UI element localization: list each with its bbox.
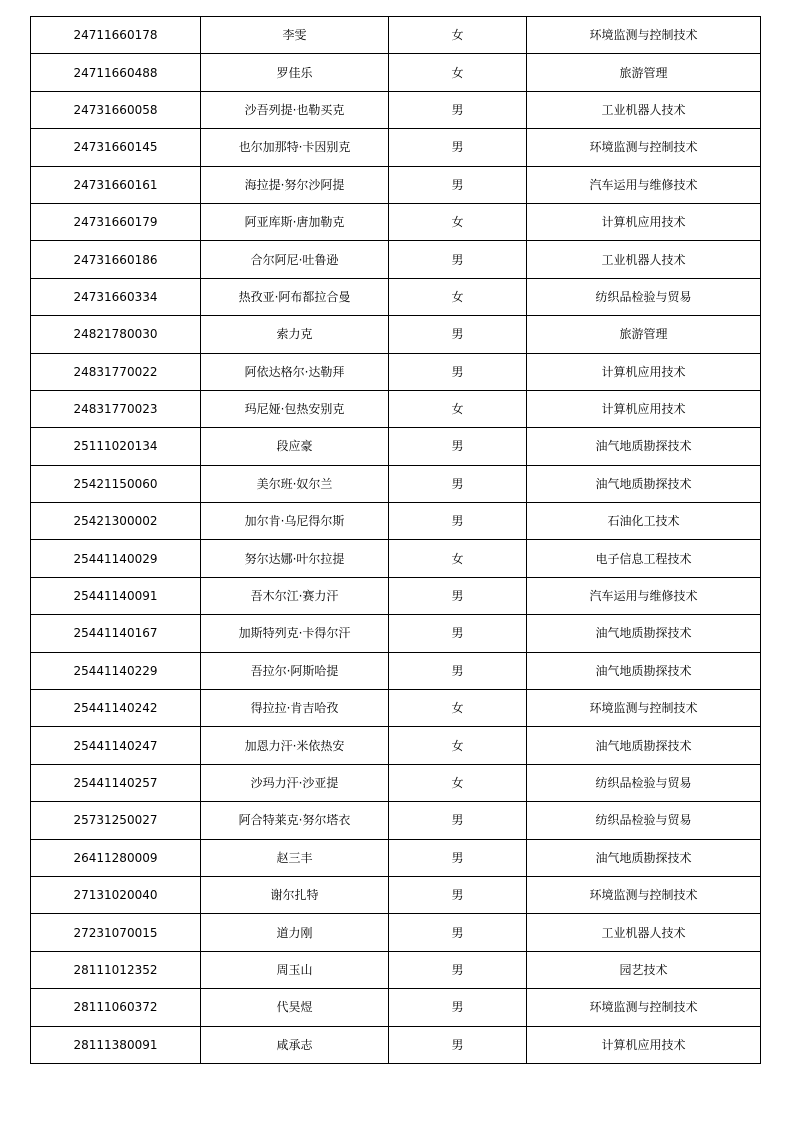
student-name-cell: 阿依达格尔·达勒拜 [201, 353, 389, 390]
gender-cell: 女 [389, 54, 527, 91]
gender-cell: 男 [389, 465, 527, 502]
student-roster-table [30, 16, 761, 1064]
student-id-cell: 24731660334 [31, 278, 201, 315]
student-name-cell: 周玉山 [201, 951, 389, 988]
table-row [31, 316, 761, 353]
student-name-cell: 热孜亚·阿布都拉合曼 [201, 278, 389, 315]
major-cell: 园艺技术 [527, 951, 761, 988]
student-id-cell: 28111060372 [31, 989, 201, 1026]
gender-cell: 女 [389, 764, 527, 801]
table-row [31, 129, 761, 166]
student-id-cell: 25441140257 [31, 764, 201, 801]
table-row [31, 989, 761, 1026]
major-cell: 计算机应用技术 [527, 203, 761, 240]
major-cell: 工业机器人技术 [527, 914, 761, 951]
gender-cell: 女 [389, 278, 527, 315]
gender-cell: 男 [389, 914, 527, 951]
table-row [31, 764, 761, 801]
major-cell: 纺织品检验与贸易 [527, 764, 761, 801]
major-cell: 环境监测与控制技术 [527, 876, 761, 913]
table-row [31, 690, 761, 727]
gender-cell: 男 [389, 1026, 527, 1063]
major-cell: 环境监测与控制技术 [527, 989, 761, 1026]
student-name-cell: 吾木尔江·赛力汗 [201, 577, 389, 614]
gender-cell: 女 [389, 540, 527, 577]
student-id-cell: 25441140247 [31, 727, 201, 764]
student-id-cell: 24711660178 [31, 17, 201, 54]
student-id-cell: 24831770022 [31, 353, 201, 390]
student-id-cell: 25441140167 [31, 615, 201, 652]
table-row [31, 390, 761, 427]
roster-body [31, 17, 761, 1064]
table-row [31, 166, 761, 203]
major-cell: 电子信息工程技术 [527, 540, 761, 577]
major-cell: 油气地质勘探技术 [527, 465, 761, 502]
gender-cell: 男 [389, 129, 527, 166]
major-cell: 计算机应用技术 [527, 390, 761, 427]
major-cell: 环境监测与控制技术 [527, 129, 761, 166]
major-cell: 油气地质勘探技术 [527, 615, 761, 652]
major-cell: 环境监测与控制技术 [527, 690, 761, 727]
table-row [31, 54, 761, 91]
student-id-cell: 28111012352 [31, 951, 201, 988]
student-name-cell: 海拉提·努尔沙阿提 [201, 166, 389, 203]
student-name-cell: 玛尼娅·包热安别克 [201, 390, 389, 427]
student-id-cell: 25441140229 [31, 652, 201, 689]
gender-cell: 男 [389, 353, 527, 390]
table-row [31, 951, 761, 988]
table-row [31, 503, 761, 540]
gender-cell: 男 [389, 951, 527, 988]
table-row [31, 278, 761, 315]
table-row [31, 727, 761, 764]
student-name-cell: 沙吾列提·也勒买克 [201, 91, 389, 128]
major-cell: 石油化工技术 [527, 503, 761, 540]
student-id-cell: 25731250027 [31, 802, 201, 839]
gender-cell: 女 [389, 390, 527, 427]
major-cell: 环境监测与控制技术 [527, 17, 761, 54]
student-name-cell: 索力克 [201, 316, 389, 353]
gender-cell: 男 [389, 577, 527, 614]
table-row [31, 914, 761, 951]
gender-cell: 男 [389, 839, 527, 876]
student-name-cell: 代昊煜 [201, 989, 389, 1026]
major-cell: 汽车运用与维修技术 [527, 577, 761, 614]
student-id-cell: 24731660145 [31, 129, 201, 166]
student-id-cell: 24731660179 [31, 203, 201, 240]
major-cell: 计算机应用技术 [527, 1026, 761, 1063]
student-id-cell: 24831770023 [31, 390, 201, 427]
student-name-cell: 段应豪 [201, 428, 389, 465]
table-row [31, 876, 761, 913]
student-id-cell: 25441140242 [31, 690, 201, 727]
gender-cell: 男 [389, 503, 527, 540]
table-row [31, 540, 761, 577]
table-row [31, 615, 761, 652]
student-id-cell: 27131020040 [31, 876, 201, 913]
student-name-cell: 罗佳乐 [201, 54, 389, 91]
major-cell: 纺织品检验与贸易 [527, 278, 761, 315]
major-cell: 汽车运用与维修技术 [527, 166, 761, 203]
gender-cell: 男 [389, 876, 527, 913]
gender-cell: 男 [389, 652, 527, 689]
student-name-cell: 谢尔扎特 [201, 876, 389, 913]
major-cell: 工业机器人技术 [527, 241, 761, 278]
major-cell: 油气地质勘探技术 [527, 652, 761, 689]
table-row [31, 353, 761, 390]
student-name-cell: 得拉拉·肯吉哈孜 [201, 690, 389, 727]
student-id-cell: 24731660186 [31, 241, 201, 278]
student-id-cell: 24731660161 [31, 166, 201, 203]
table-row [31, 1026, 761, 1063]
major-cell: 油气地质勘探技术 [527, 839, 761, 876]
gender-cell: 男 [389, 91, 527, 128]
gender-cell: 男 [389, 989, 527, 1026]
table-row [31, 203, 761, 240]
gender-cell: 男 [389, 166, 527, 203]
table-row [31, 465, 761, 502]
gender-cell: 男 [389, 428, 527, 465]
student-id-cell: 25441140091 [31, 577, 201, 614]
gender-cell: 男 [389, 241, 527, 278]
student-name-cell: 李雯 [201, 17, 389, 54]
major-cell: 纺织品检验与贸易 [527, 802, 761, 839]
gender-cell: 女 [389, 203, 527, 240]
major-cell: 旅游管理 [527, 54, 761, 91]
student-name-cell: 赵三丰 [201, 839, 389, 876]
student-name-cell: 阿合特莱克·努尔塔衣 [201, 802, 389, 839]
major-cell: 油气地质勘探技术 [527, 727, 761, 764]
student-name-cell: 加斯特列克·卡得尔汗 [201, 615, 389, 652]
student-name-cell: 合尔阿尼·吐鲁逊 [201, 241, 389, 278]
student-name-cell: 努尔达娜·叶尔拉提 [201, 540, 389, 577]
student-name-cell: 沙玛力汗·沙亚提 [201, 764, 389, 801]
student-name-cell: 咸承志 [201, 1026, 389, 1063]
student-id-cell: 24711660488 [31, 54, 201, 91]
table-row [31, 241, 761, 278]
major-cell: 旅游管理 [527, 316, 761, 353]
table-row [31, 652, 761, 689]
table-row [31, 802, 761, 839]
gender-cell: 女 [389, 17, 527, 54]
student-id-cell: 24821780030 [31, 316, 201, 353]
table-row [31, 577, 761, 614]
student-name-cell: 美尔班·奴尔兰 [201, 465, 389, 502]
gender-cell: 女 [389, 727, 527, 764]
student-name-cell: 也尔加那特·卡因别克 [201, 129, 389, 166]
student-name-cell: 加尔肯·乌尼得尔斯 [201, 503, 389, 540]
student-name-cell: 吾拉尔·阿斯哈提 [201, 652, 389, 689]
gender-cell: 男 [389, 615, 527, 652]
student-name-cell: 道力刚 [201, 914, 389, 951]
table-row [31, 839, 761, 876]
table-row [31, 91, 761, 128]
table-row [31, 428, 761, 465]
major-cell: 油气地质勘探技术 [527, 428, 761, 465]
student-id-cell: 24731660058 [31, 91, 201, 128]
student-id-cell: 25441140029 [31, 540, 201, 577]
student-name-cell: 加恩力汗·米依热安 [201, 727, 389, 764]
student-id-cell: 25421150060 [31, 465, 201, 502]
student-name-cell: 阿亚库斯·唐加勒克 [201, 203, 389, 240]
student-id-cell: 25111020134 [31, 428, 201, 465]
student-id-cell: 25421300002 [31, 503, 201, 540]
gender-cell: 男 [389, 802, 527, 839]
student-id-cell: 27231070015 [31, 914, 201, 951]
student-id-cell: 26411280009 [31, 839, 201, 876]
gender-cell: 女 [389, 690, 527, 727]
major-cell: 工业机器人技术 [527, 91, 761, 128]
table-row [31, 17, 761, 54]
gender-cell: 男 [389, 316, 527, 353]
major-cell: 计算机应用技术 [527, 353, 761, 390]
student-id-cell: 28111380091 [31, 1026, 201, 1063]
